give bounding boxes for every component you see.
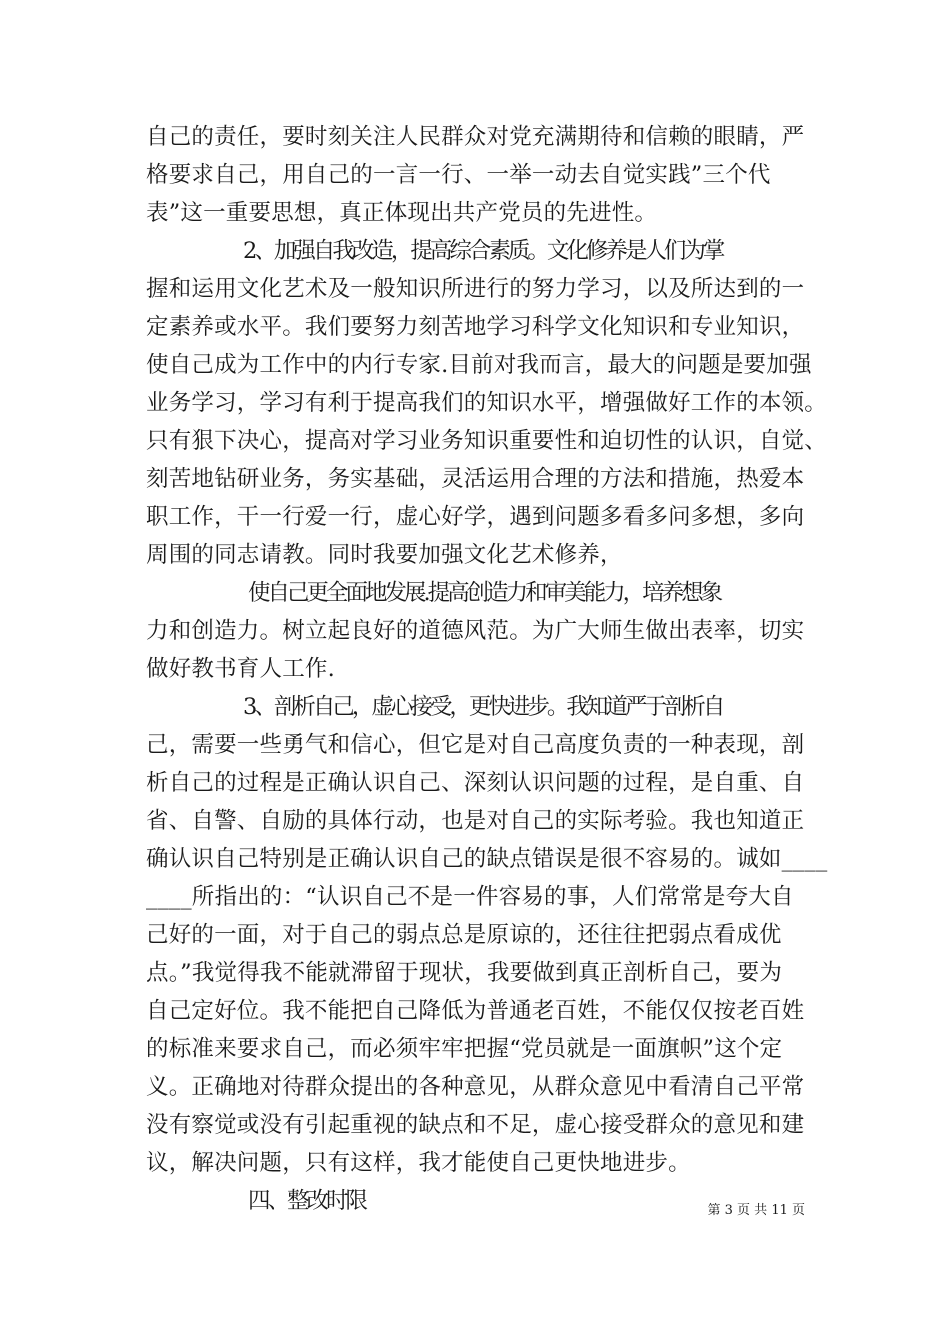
text-line: 没有察觉或没有引起重视的缺点和不足，虚心接受群众的意见和建: [146, 1112, 805, 1138]
text-line: 己，需要一些勇气和信心，但它是对自己高度负责的一种表现，剖: [146, 732, 805, 758]
text-line: 析自己的过程是正确认识自己、深刻认识问题的过程，是自重、自: [146, 770, 805, 796]
page-number-footer: 第 3 页 共 11 页: [707, 1203, 805, 1218]
paragraph-start-line: 使自己更全面地发展.提高创造力和审美能力，培养想象: [248, 580, 721, 606]
text-line: 刻苦地钻研业务，务实基础，灵活运用合理的方法和措施，热爱本: [146, 466, 805, 492]
text-line: 义。正确地对待群众提出的各种意见，从群众意见中看清自己平常: [146, 1074, 805, 1100]
text-line: 点。”我觉得我不能就滞留于现状，我要做到真正剖析自己，要为: [146, 960, 783, 986]
text-line: 己好的一面，对于自己的弱点总是原谅的，还往往把弱点看成优: [146, 922, 782, 948]
text-line: 只有狠下决心，提高对学习业务知识重要性和迫切性的认识，自觉、: [146, 428, 828, 454]
text-line: 自己的责任，要时刻关注人民群众对党充满期待和信赖的眼睛，严: [146, 124, 805, 150]
text-line: 定素养或水平。我们要努力刻苦地学习科学文化知识和专业知识，: [146, 314, 805, 340]
text-line: 使自己成为工作中的内行专家.目前对我而言，最大的问题是要加强: [146, 352, 812, 378]
text-line: 自己定好位。我不能把自己降低为普通老百姓，不能仅仅按老百姓: [146, 998, 805, 1024]
paragraph-start-line: 2、加强自我改造，提高综合素质。文化修养是人们为掌: [243, 238, 723, 264]
section-heading: 四、整改时限: [248, 1188, 366, 1214]
paragraph-start-line: 3、剖析自己，虚心接受，更快进步。我知道严于剖析自: [243, 694, 723, 720]
text-line: 格要求自己，用自己的一言一行、一举一动去自觉实践”三个代: [146, 162, 771, 188]
text-line: 做好教书育人工作.: [146, 656, 335, 682]
text-line: 表”这一重要思想，真正体现出共产党员的先进性。: [146, 200, 658, 226]
text-line: ____所指出的：“认识自己不是一件容易的事，人们常常是夸大自: [146, 884, 794, 910]
text-line: 握和运用文化艺术及一般知识所进行的努力学习，以及所达到的一: [146, 276, 805, 302]
text-line: 力和创造力。树立起良好的道德风范。为广大师生做出表率，切实: [146, 618, 805, 644]
text-line: 业务学习，学习有利于提高我们的知识水平，增强做好工作的本领。: [146, 390, 828, 416]
text-line: 确认识自己特别是正确认识自己的缺点错误是很不容易的。诚如____: [146, 846, 828, 872]
text-line: 职工作，干一行爱一行，虚心好学，遇到问题多看多问多想，多向: [146, 504, 805, 530]
text-line: 议，解决问题，只有这样，我才能使自己更快地进步。: [146, 1150, 691, 1176]
text-line: 周围的同志请教。同时我要加强文化艺术修养，: [146, 542, 623, 568]
text-line: 的标准来要求自己，而必须牢牢把握“党员就是一面旗帜”这个定: [146, 1036, 783, 1062]
text-line: 省、自警、自励的具体行动，也是对自己的实际考验。我也知道正: [146, 808, 805, 834]
